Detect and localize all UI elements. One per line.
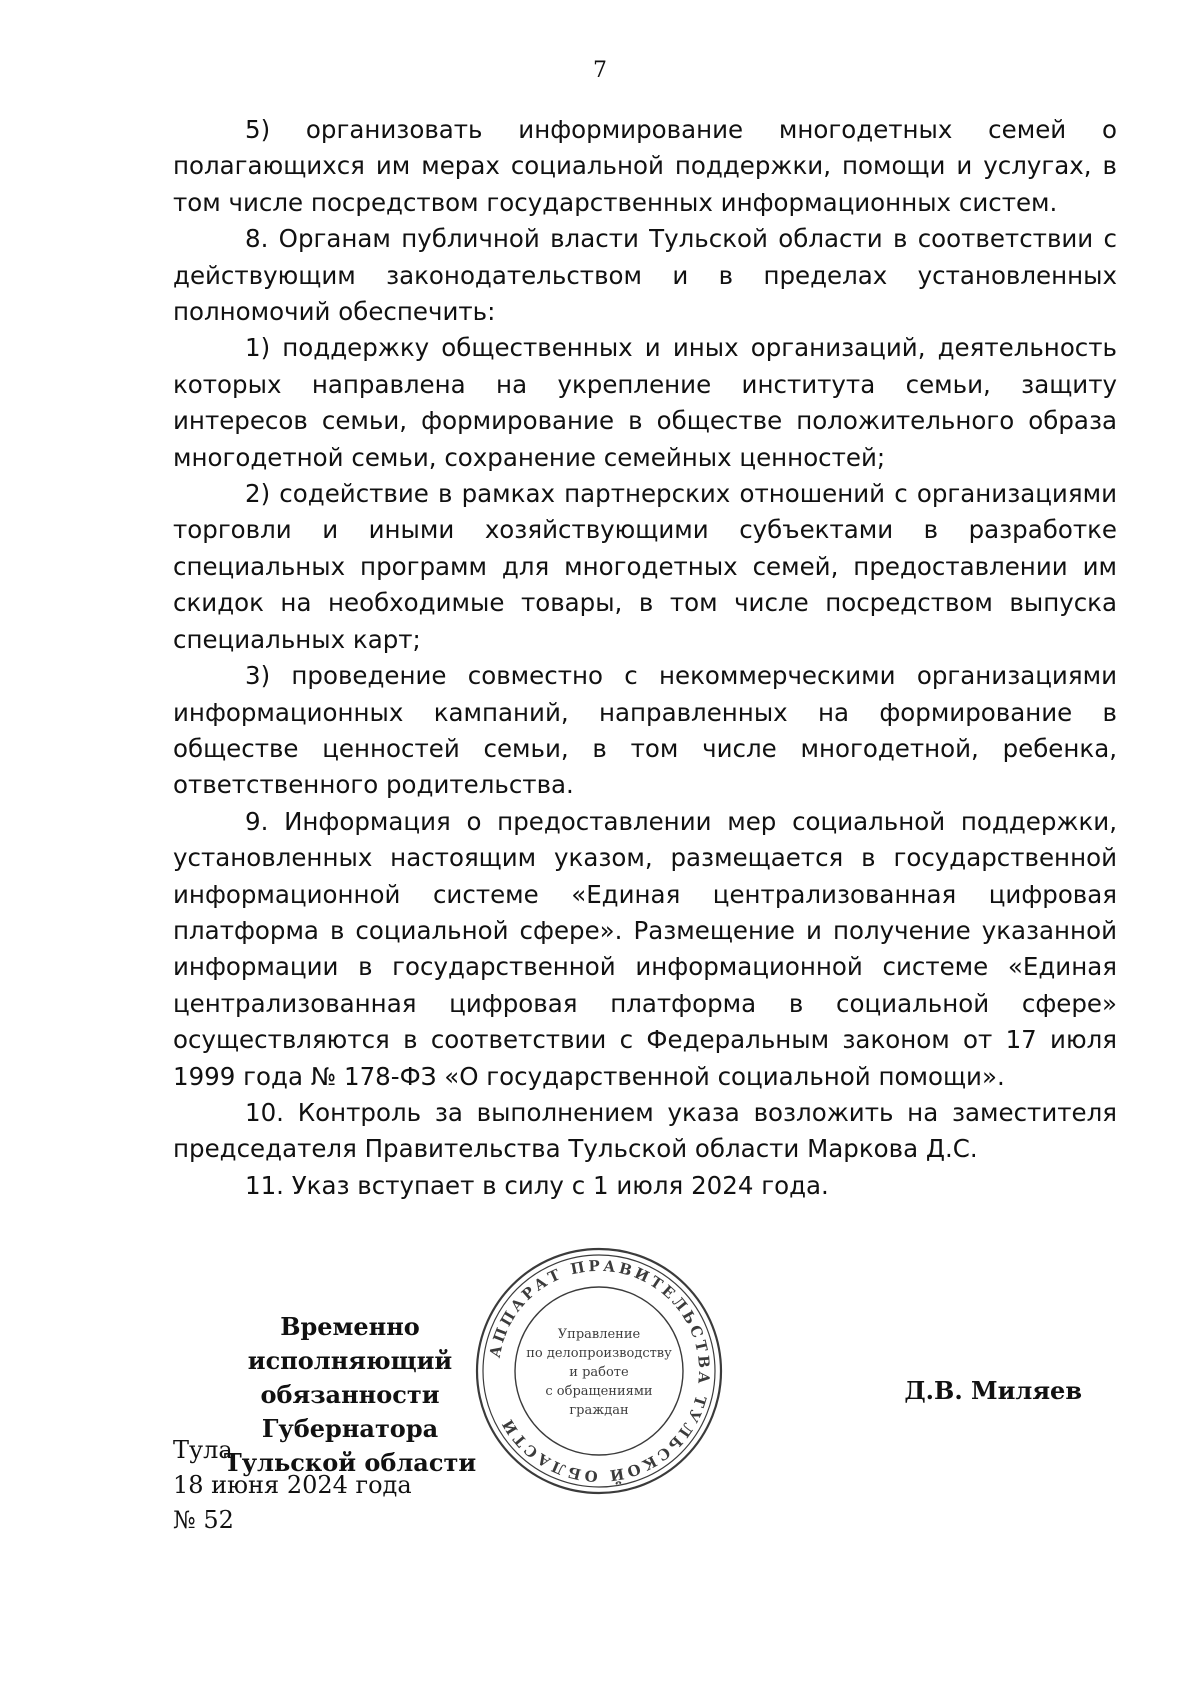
seal-center-line: по делопроизводству [526,1346,672,1361]
signatory-title-line: Временно исполняющий [247,1312,453,1375]
paragraph-item-1: 1) поддержку общественных и иных организаций, деятельность которых направлена на укрепление института семьи, защиту интересов семьи, формирование в обществе положительного образа многодетной семьи, сохранение семейных ценностей; [173,333,1117,472]
paragraph-clause-10: 10. Контроль за выполнением указа возложить на заместителя председателя Правительства Тульской области Маркова Д.С. [173,1097,1117,1164]
paragraph-clause-11: 11. Указ вступает в силу с 1 июля 2024 года. [245,1170,829,1200]
document-body [173,112,1117,1204]
paragraph-item-3: 3) проведение совместно с некоммерческими организациями информационных кампаний, направленных на формирование в обществе ценностей семьи, в том числе многодетной, ребенка, ответственного родительства. [173,661,1117,800]
page-number: 7 [593,58,607,83]
signatory-title-line: обязанности Губернатора [260,1380,440,1443]
seal-center-line: и работе [569,1365,629,1380]
signatory-name: Д.В. Миляев [904,1376,1082,1405]
document-number: № 52 [173,1506,234,1534]
paragraph-clause-8: 8. Органам публичной власти Тульской области в соответствии с действующим законодательством и в пределах установленных полномочий обеспечить: [173,224,1117,327]
seal-center-line: Управление [557,1327,641,1342]
document-date: 18 июня 2024 года [173,1471,412,1499]
seal-ring-text: АППАРАТ ПРАВИТЕЛЬСТВА ТУЛЬСКОЙ ОБЛАСТИ [485,1256,714,1486]
paragraph-clause-9: 9. Информация о предоставлении мер социальной поддержки, установленных настоящим указом, размещается в государственной информационной системе «Единая централизованная цифровая платформа в социальной сфере». Размещение и получение указанной информации в государственной информационной системе «Единая централизованная цифровая платформа в социальной сфере» осуществляются в соответствии с Федеральным законом от 17 июля 1999 года № 178-ФЗ «О государственной социальной помощи». [173,806,1117,1091]
paragraph-item-5: 5) организовать информирование многодетных семей о полагающихся им мерах социальной поддержки, помощи и услугах, в том числе посредством государственных информационных систем. [173,115,1117,217]
seal-center-line: с обращениями [545,1384,653,1399]
paragraph-item-2: 2) содействие в рамках партнерских отношений с организациями торговли и иными хозяйствующими субъектами в разработке специальных программ для многодетных семей, предоставлении им скидок на необходимые товары, в том числе посредством выпуска специальных карт; [173,479,1117,654]
official-seal [474,1246,724,1496]
place-city: Тула [173,1436,233,1464]
place-date-block [173,1433,412,1538]
signatory-title-line: Тульской области [223,1448,477,1477]
seal-center-line: граждан [569,1403,629,1418]
